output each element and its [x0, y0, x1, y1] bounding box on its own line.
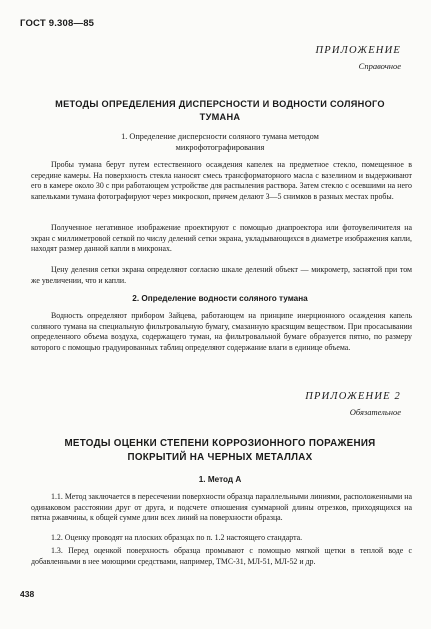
appendix1-paragraph-1: Пробы тумана берут путем естественного осаждения капелек на предметное стекло, помещенное в середине камеры. На поверхность стекла наносят смесь трансформаторного масла с вазелином и выдерживают его в камере около 30 с при работающем устройстве для распыления раствора. Затем стекло с осевшими на него капельками тумана фотографируют через микроскоп, причем делают 3—5 снимков в разных местах пробы. — [31, 160, 412, 201]
subsection2-title: 2. Определение водности соляного тумана — [132, 294, 308, 303]
appendix1-paragraph-4: Водность определяют прибором Зайцева, работающем на принципе инерционного осаждения капель соляного тумана на специальную фильтровальную бумагу, смазанную красящим веществом. При просасывании определенного объема воздуха, содержащего туман, на фильтровальной бумаге образуется пятно, по размеру которого с помощью градуированных таблиц определяют содержание влаги в единице объема. — [31, 311, 412, 352]
appendix2-title: МЕТОДЫ ОЦЕНКИ СТЕПЕНИ КОРРОЗИОННОГО ПОРАЖЕНИЯ ПОКРЫТИЙ НА ЧЕРНЫХ МЕТАЛЛАХ — [64, 438, 376, 463]
subsection1-title: 1. Определение дисперсности соляного тумана методом микрофотографирования — [121, 132, 319, 152]
appendix1-note: Справочное — [358, 61, 401, 71]
appendix1-paragraph-3: Цену деления сетки экрана определяют согласно шкале делений объект — микрометр, заснятой при том же увеличении, что и капли. — [31, 265, 412, 285]
appendix1-paragraph-2: Полученное негативное изображение проектируют с помощью диапроектора или фотоувеличителя на экран с миллиметровой сеткой по числу делений сетки экрана, укладывающихся в диаметре изображения капли, находят размер данной капли в микронах. — [31, 223, 412, 253]
appendix1-label: ПРИЛОЖЕНИЕ — [315, 45, 401, 56]
standard-code: ГОСТ 9.308—85 — [20, 18, 95, 29]
appendix2-paragraph-1: 1.1. Метод заключается в пересечении поверхности образца параллельными линиями, расположенными на одинаковом расстоянии друг от друга, и подсчете отношения суммарной длины отрезков, приходящихся на пятна ржавчины, к общей сумме длин всех линий на поверхности образца. — [31, 492, 412, 522]
appendix2-paragraph-2: 1.2. Оценку проводят на плоских образцах по п. 1.2 настоящего стандарта. — [51, 533, 303, 542]
appendix2-paragraph-3: 1.3. Перед оценкой поверхность образца промывают с помощью мягкой щетки в теплой воде с добавленными в нее моющими средствами, например, ТМС-31, МЛ-51, МЛ-52 и др. — [31, 546, 412, 566]
appendix2-note: Обязательное — [349, 407, 401, 417]
page-number: 438 — [20, 589, 35, 599]
appendix1-title: МЕТОДЫ ОПРЕДЕЛЕНИЯ ДИСПЕРСНОСТИ И ВОДНОСТИ СОЛЯНОГО ТУМАНА — [55, 99, 385, 122]
method-a-title: 1. Метод А — [198, 475, 242, 484]
appendix2-label: ПРИЛОЖЕНИЕ 2 — [305, 391, 401, 402]
